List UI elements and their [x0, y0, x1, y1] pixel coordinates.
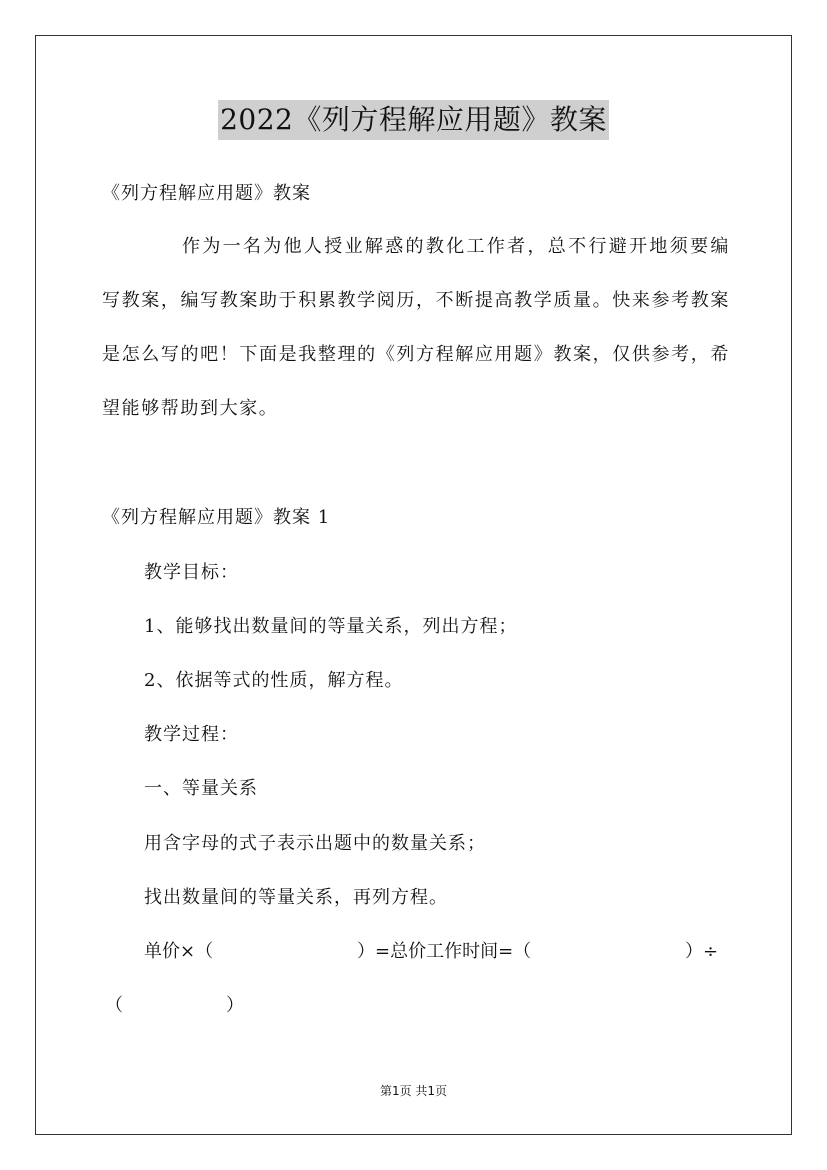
document-title: 2022《列方程解应用题》教案	[218, 100, 609, 140]
title-container	[0, 100, 827, 140]
intro-paragraph: 作为一名为他人授业解惑的教化工作者，总不行避开地须要编写教案，编写教案助于积累教学阅历，不断提高教学质量。快来参考教案是怎么写的吧！下面是我整理的《列方程解应用题》教案，仅供参考，希望能够帮助到大家。	[102, 236, 730, 419]
formula-blank-open: （	[105, 995, 123, 1016]
formula-blank-close: ）	[226, 995, 244, 1016]
goals-heading: 教学目标：	[144, 562, 239, 583]
part-heading: 一、等量关系	[144, 778, 258, 799]
formula-part-a: 单价×（	[144, 941, 214, 962]
section-heading: 《列方程解应用题》教案 1	[102, 507, 331, 528]
process-heading: 教学过程：	[144, 724, 239, 745]
formula-part-b: ）=总价工作时间=（	[357, 941, 532, 962]
formula-part-c: ）÷	[685, 941, 719, 962]
page-footer: 第1页 共1页	[379, 1084, 448, 1098]
step-item-1: 用含字母的式子表示出题中的数量关系；	[144, 833, 486, 854]
goal-item-1: 1、能够找出数量间的等量关系，列出方程；	[144, 616, 518, 637]
document-subtitle: 《列方程解应用题》教案	[102, 183, 311, 204]
goal-item-2: 2、依据等式的性质，解方程。	[144, 670, 404, 691]
step-item-2: 找出数量间的等量关系，再列方程。	[144, 887, 448, 908]
